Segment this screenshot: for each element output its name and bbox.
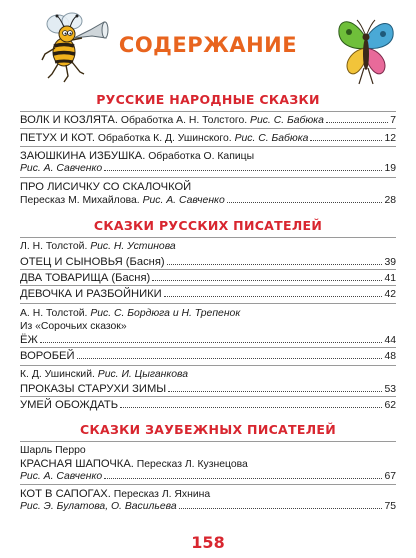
entry-illustrator: Рис. А. Савченко	[142, 195, 225, 206]
leader-dots	[152, 280, 382, 281]
entry-title: ВОЛК И КОЗЛЯТА.	[20, 114, 118, 126]
toc-entry-continued[interactable]	[20, 195, 396, 207]
toc-entry[interactable]	[20, 399, 396, 412]
leader-dots	[326, 122, 388, 123]
leader-dots	[164, 296, 383, 297]
group-divider	[20, 365, 396, 366]
author-name: Л. Н. Толстой.	[20, 241, 88, 252]
entry-title: ДЕВОЧКА И РАЗБОЙНИКИ	[20, 288, 162, 300]
entry-page: 19	[384, 163, 396, 174]
section-divider	[20, 441, 396, 442]
entry-illustrator: Рис. А. Савченко	[20, 471, 103, 482]
entry-title: КОТ В САПОГАХ.	[20, 488, 111, 500]
toc-entry[interactable]	[20, 458, 396, 471]
entry-divider	[20, 347, 396, 348]
entry-note: Пересказ Л. Яхнина	[113, 489, 211, 500]
entry-divider	[20, 269, 396, 270]
entry-page: 39	[384, 257, 396, 268]
entry-page: 28	[384, 195, 396, 206]
toc-entry[interactable]	[20, 132, 396, 145]
toc-entry[interactable]	[20, 181, 396, 194]
leader-dots	[179, 508, 383, 509]
entry-page: 75	[384, 501, 396, 512]
collection-note: Из «Сорочьих сказок»	[20, 321, 127, 332]
entry-title: ВОРОБЕЙ	[20, 350, 75, 362]
entry-illustrator: Рис. Э. Булатова, О. Васильева	[20, 501, 177, 512]
entry-divider	[20, 285, 396, 286]
entry-title: ЁЖ	[20, 334, 38, 346]
leader-dots	[40, 342, 383, 343]
entry-note: Пересказ Л. Кузнецова	[136, 459, 248, 470]
toc-entry[interactable]	[20, 114, 396, 127]
author-name: К. Д. Ушинский.	[20, 369, 95, 380]
entry-page: 12	[384, 133, 396, 144]
section-heading-foreign-writers: СКАЗКИ ЗАУБЕЖНЫХ ПИСАТЕЛЕЙ	[80, 422, 336, 437]
author-line	[20, 369, 396, 381]
section-divider	[20, 237, 396, 238]
author-illustrator: Рис. С. Бордюга и Н. Трепенок	[90, 308, 241, 319]
entry-title: ПРО ЛИСИЧКУ СО СКАЛОЧКОЙ	[20, 181, 192, 193]
entry-title: ЗАЮШКИНА ИЗБУШКА.	[20, 150, 146, 162]
entry-illustrator: Рис. А. Савченко	[20, 163, 103, 174]
entry-title: ПРОКАЗЫ СТАРУХИ ЗИМЫ	[20, 383, 167, 395]
leader-dots	[77, 358, 383, 359]
entry-title: КРАСНАЯ ШАПОЧКА.	[20, 458, 134, 470]
entry-page: 67	[384, 471, 396, 482]
entry-page: 53	[384, 384, 396, 395]
entry-illustrator: Рис. С. Бабюка	[234, 133, 309, 144]
author-line	[20, 241, 396, 253]
entry-title: УМЕЙ ОБОЖДАТЬ	[20, 399, 119, 411]
author-line: Шарль Перро	[20, 445, 86, 456]
leader-dots	[310, 140, 382, 141]
entry-page: 41	[384, 273, 396, 284]
page-title: СОДЕРЖАНИЕ	[118, 33, 298, 57]
toc-entry-continued[interactable]	[20, 471, 396, 483]
leader-dots	[167, 264, 383, 265]
entry-note: Обработка О. Капицы	[148, 151, 255, 162]
leader-dots	[120, 407, 382, 408]
toc-entry[interactable]	[20, 383, 396, 396]
author-name: А. Н. Толстой.	[20, 308, 88, 319]
leader-dots	[168, 391, 382, 392]
leader-dots	[104, 170, 382, 171]
leader-dots	[227, 202, 383, 203]
author-illustrator: Рис. Н. Устинова	[90, 241, 176, 252]
toc-entry[interactable]	[20, 350, 396, 363]
group-divider	[20, 303, 396, 304]
entry-page: 48	[384, 351, 396, 362]
toc-entry[interactable]	[20, 288, 396, 301]
entry-page: 42	[384, 289, 396, 300]
entry-title: ДВА ТОВАРИЩА (Басня)	[20, 272, 151, 284]
toc-entry[interactable]	[20, 256, 396, 269]
toc-entry[interactable]	[20, 150, 396, 163]
entry-divider	[20, 146, 396, 147]
entry-divider	[20, 177, 396, 178]
author-illustrator: Рис. И. Цыганкова	[97, 369, 189, 380]
toc-entry[interactable]	[20, 334, 396, 347]
entry-divider	[20, 396, 396, 397]
entry-page: 44	[384, 335, 396, 346]
entry-divider	[20, 128, 396, 129]
author-line	[20, 308, 396, 320]
entry-divider	[20, 484, 396, 485]
leader-dots	[104, 478, 382, 479]
toc-entry[interactable]	[20, 488, 396, 501]
section-divider	[20, 111, 396, 112]
entry-note: Пересказ М. Михайлова.	[20, 195, 140, 206]
entry-page: 7	[390, 115, 396, 126]
toc-entry-continued[interactable]	[20, 501, 396, 513]
entry-title: ПЕТУХ И КОТ.	[20, 132, 95, 144]
entry-title: ОТЕЦ И СЫНОВЬЯ (Басня)	[20, 256, 165, 268]
entry-note: Обработка А. Н. Толстого.	[120, 115, 248, 126]
page-number: 158	[191, 533, 225, 552]
toc-entry-continued[interactable]	[20, 163, 396, 175]
section-heading-folk-tales: РУССКИЕ НАРОДНЫЕ СКАЗКИ	[96, 92, 320, 107]
section-heading-russian-writers: СКАЗКИ РУССКИХ ПИСАТЕЛЕЙ	[93, 218, 323, 233]
entry-page: 62	[384, 400, 396, 411]
entry-note: Обработка К. Д. Ушинского.	[97, 133, 232, 144]
toc-entry[interactable]	[20, 272, 396, 285]
entry-illustrator: Рис. С. Бабюка	[250, 115, 324, 126]
